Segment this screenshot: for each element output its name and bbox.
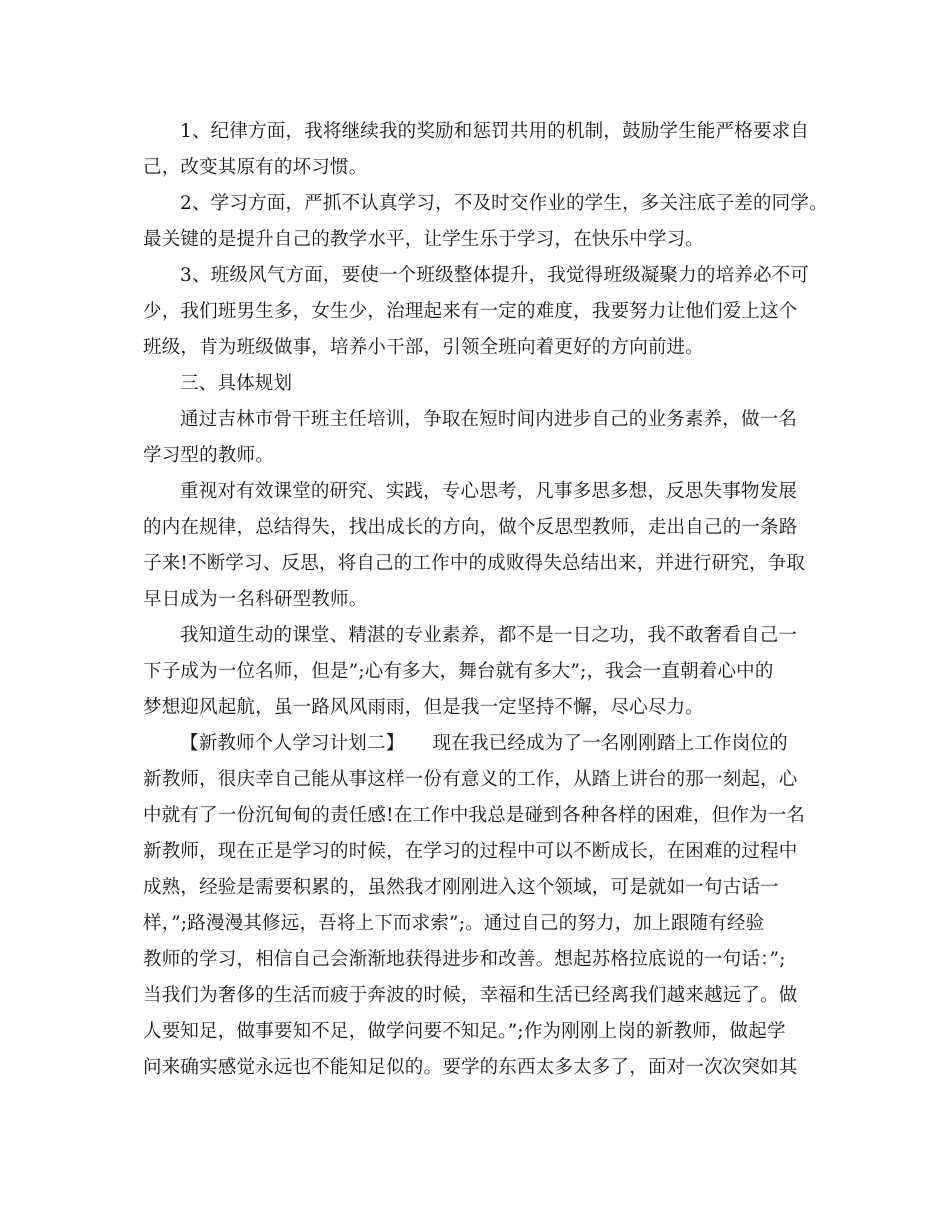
text-line: 2、学习方面，严抓不认真学习，不及时交作业的学生，多关注底子差的同学。	[180, 193, 828, 214]
text-line: 子来!不断学习、反思，将自己的工作中的成败得失总结出来，并进行研究，争取	[143, 553, 806, 574]
text-line: 教师的学习，相信自己会渐渐地获得进步和改善。想起苏格拉底说的一句话：”;	[143, 949, 786, 970]
text-line: 3、班级风气方面，要使一个班级整体提升，我觉得班级凝聚力的培养必不可	[180, 265, 810, 286]
text-line: 样，”;路漫漫其修远，吾将上下而求索”;。通过自己的努力，加上跟随有经验	[143, 913, 765, 934]
text-line: 当我们为奢侈的生活而疲于奔波的时候，幸福和生活已经离我们越来越远了。做	[143, 985, 798, 1006]
text-line: 成熟，经验是需要积累的，虽然我才刚刚进入这个领域，可是就如一句古话一	[143, 877, 779, 898]
text-line: 重视对有效课堂的研究、实践，专心思考，凡事多思多想，反思失事物发展	[180, 481, 798, 502]
text-line: 问来确实感觉永远也不能知足似的。要学的东西太多太多了，面对一次次突如其	[143, 1057, 798, 1078]
text-line: 梦想迎风起航，虽一路风风雨雨，但是我一定坚持不懈，尽心尽力。	[143, 697, 705, 718]
text-line: 我知道生动的课堂、精湛的专业素养，都不是一日之功，我不敢奢看自己一	[180, 625, 798, 646]
text-line: 新教师，现在正是学习的时候，在学习的过程中可以不断成长，在困难的过程中	[143, 841, 798, 862]
text-line: 通过吉林市骨干班主任培训，争取在短时间内进步自己的业务素养，做一名	[180, 409, 798, 430]
text-line: 1、纪律方面，我将继续我的奖励和惩罚共用的机制，鼓励学生能严格要求自	[180, 121, 810, 142]
text-line: 人要知足，做事要知不足，做学问要不知足。”;作为刚刚上岗的新教师，做起学	[143, 1021, 786, 1042]
text-line: 少，我们班男生多，女生少，治理起来有一定的难度，我要努力让他们爱上这个	[143, 301, 798, 322]
section-heading-line: 【新教师个人学习计划二】 现在我已经成为了一名刚刚踏上工作岗位的	[180, 733, 788, 754]
text-line: 下子成为一位名师，但是”;心有多大，舞台就有多大”;，我会一直朝着心中的	[143, 661, 774, 682]
text-line: 己，改变其原有的坏习惯。	[143, 157, 368, 178]
text-line: 学习型的教师。	[143, 445, 274, 466]
text-line: 的内在规律，总结得失，找出成长的方向，做个反思型教师，走出自己的一条路	[143, 517, 798, 538]
text-line: 中就有了一份沉甸甸的责任感!在工作中我总是碰到各种各样的困难，但作为一名	[143, 805, 806, 826]
text-line: 早日成为一名科研型教师。	[143, 589, 368, 610]
text-line: 最关键的是提升自己的教学水平，让学生乐于学习，在快乐中学习。	[143, 229, 705, 250]
text-line: 班级，肯为班级做事，培养小干部，引领全班向着更好的方向前进。	[143, 337, 705, 358]
text-line: 新教师，很庆幸自己能从事这样一份有意义的工作，从踏上讲台的那一刻起，心	[143, 769, 798, 790]
section-heading: 三、具体规划	[180, 373, 293, 394]
